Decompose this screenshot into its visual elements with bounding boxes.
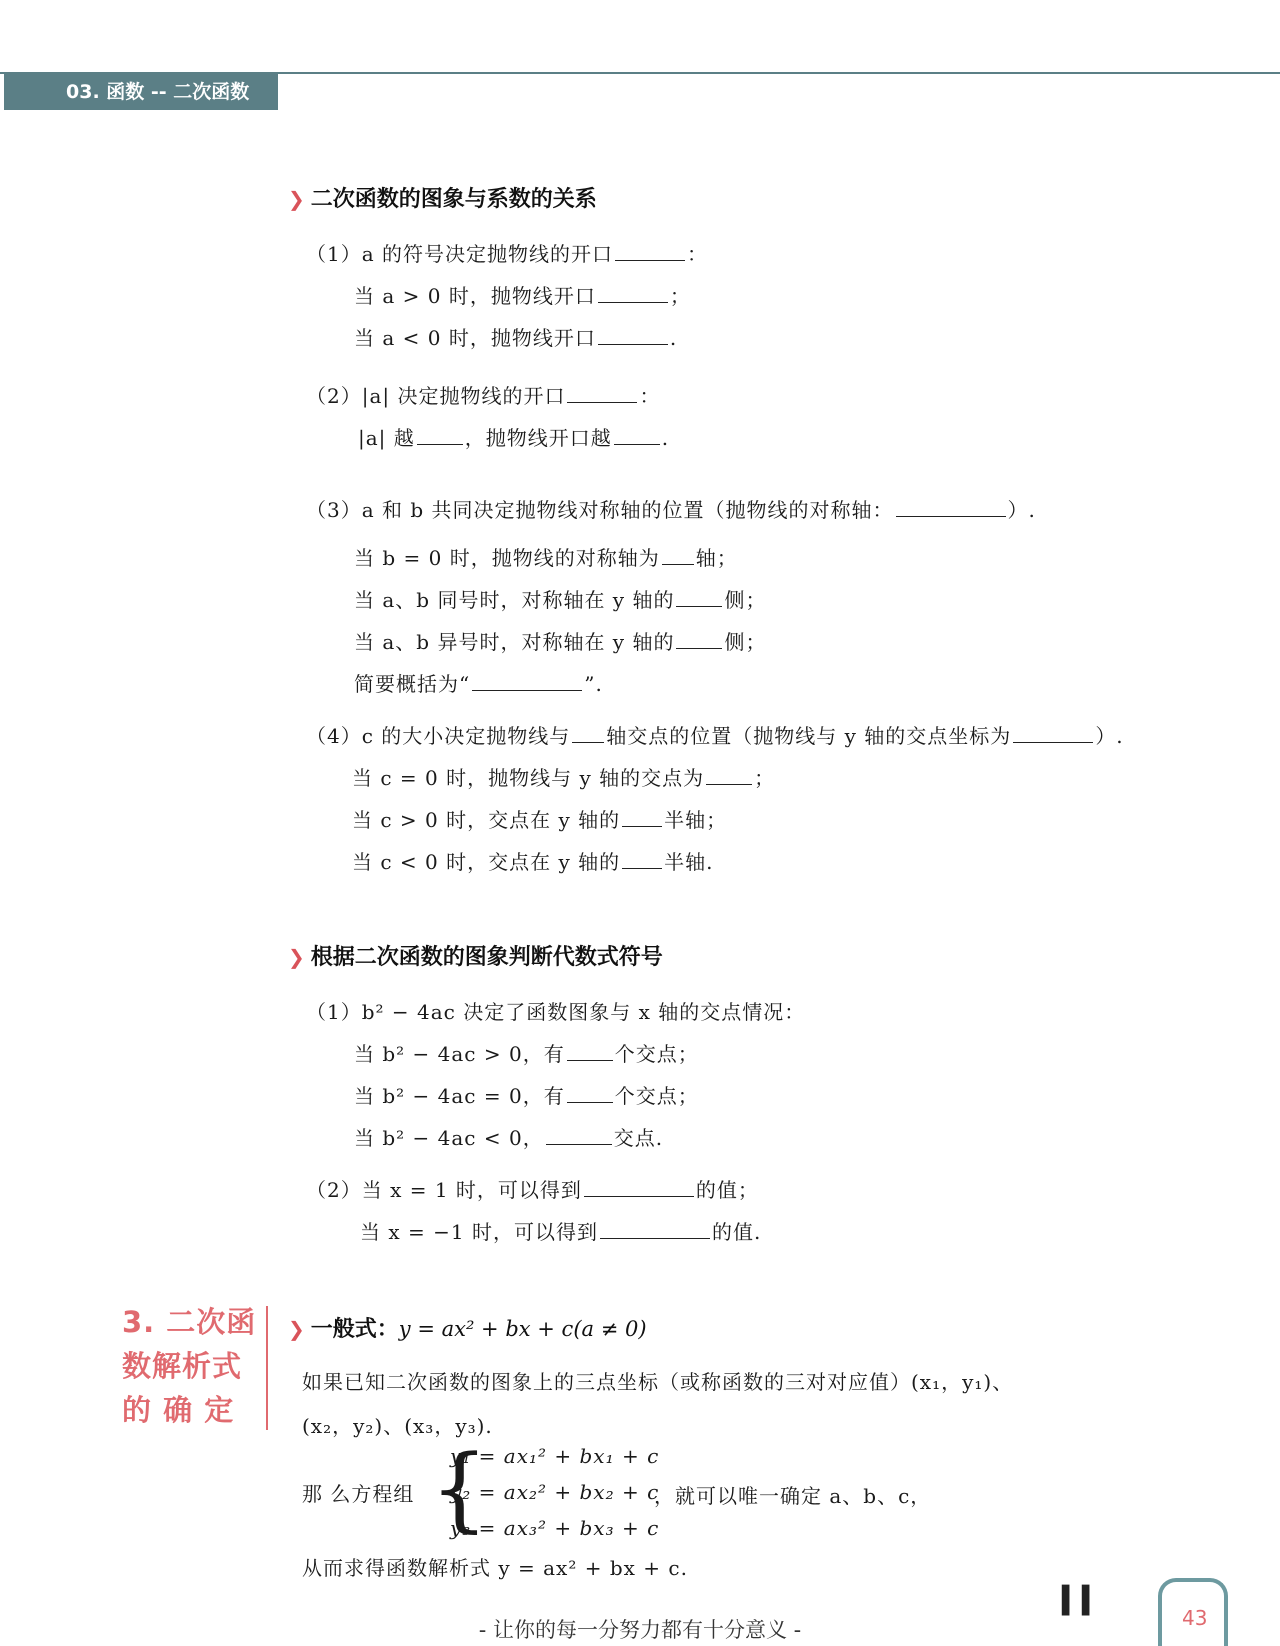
text: ： — [687, 242, 709, 266]
text: （1）a 的符号决定抛物线的开口 — [306, 242, 614, 266]
text: 当 c < 0 时，交点在 y 轴的 — [352, 850, 621, 874]
blank — [417, 424, 463, 445]
brace-symbol: { — [430, 1435, 489, 1542]
text: ； — [754, 766, 776, 790]
text-line — [352, 804, 727, 833]
text: 当 a > 0 时，抛物线开口 — [354, 284, 596, 308]
text-line — [358, 422, 669, 451]
text: ）. — [1095, 724, 1124, 748]
side-divider — [266, 1306, 268, 1430]
text-line — [352, 846, 714, 875]
text-line — [306, 1174, 759, 1203]
blank — [598, 282, 668, 303]
text: 交点. — [613, 1126, 664, 1150]
text: 如果已知二次函数的图象上的三点坐标（或称函数的三对对应值）(x₁，y₁)、 — [302, 1370, 1014, 1394]
text: 从而求得函数解析式 y = ax² + bx + c. — [302, 1556, 688, 1580]
text: 简要概括为“ — [354, 672, 471, 696]
text-line — [354, 322, 677, 351]
text-line — [306, 380, 660, 409]
blank — [567, 1082, 613, 1103]
text: 半轴. — [664, 850, 714, 874]
system-after: ，就可以唯一确定 a、b、c， — [654, 1484, 932, 1508]
blank — [622, 806, 662, 827]
section-title-sign — [288, 940, 663, 971]
text: ”. — [584, 672, 603, 696]
blank — [567, 1040, 613, 1061]
system-label: 那 么方程组 — [302, 1482, 415, 1506]
text: 侧； — [724, 630, 767, 654]
text: 半轴； — [664, 808, 728, 832]
text: 轴交点的位置（抛物线与 y 轴的交点坐标为 — [606, 724, 1012, 748]
text-line — [306, 996, 805, 1025]
text: (x₂，y₂)、(x₃，y₃). — [302, 1414, 493, 1438]
chevron-right-icon: ❯ — [288, 945, 305, 969]
text: 侧； — [724, 588, 767, 612]
chevron-right-icon: ❯ — [288, 187, 305, 211]
footer-slogan: - 让你的每一分努力都有十分意义 - — [478, 1618, 802, 1642]
text: 个交点； — [614, 1084, 699, 1108]
section-title-general — [288, 1312, 647, 1343]
text: （2）|a| 决定抛物线的开口 — [306, 384, 566, 408]
text: 当 b² − 4ac < 0， — [354, 1126, 544, 1150]
section-title-text: 一般式： — [310, 1317, 399, 1342]
blank — [584, 1176, 694, 1197]
blank — [614, 424, 660, 445]
text-line — [306, 494, 1036, 523]
text: 的值； — [695, 1178, 759, 1202]
equation-2: y₂ = ax₂² + bx₂ + c — [450, 1480, 660, 1504]
blank — [662, 544, 694, 565]
blank — [600, 1218, 710, 1239]
text-line — [354, 626, 766, 655]
text: ； — [669, 284, 691, 308]
text-line — [302, 1552, 688, 1581]
text: 个交点； — [614, 1042, 699, 1066]
text: 当 c > 0 时，交点在 y 轴的 — [352, 808, 621, 832]
text: 的值. — [711, 1220, 762, 1244]
text: （4）c 的大小决定抛物线与 — [306, 724, 571, 748]
text-line — [306, 720, 1124, 749]
text: 当 b² − 4ac > 0，有 — [354, 1042, 565, 1066]
blank — [622, 848, 662, 869]
text-line — [354, 542, 738, 571]
equation-3: y₃ = ax₃² + bx₃ + c — [450, 1516, 660, 1540]
text: . — [669, 326, 678, 350]
text: 当 b = 0 时，抛物线的对称轴为 — [354, 546, 660, 570]
section-title-relation — [288, 182, 597, 213]
blank — [598, 324, 668, 345]
text-line — [354, 584, 766, 613]
text: ）. — [1007, 498, 1036, 522]
text-line — [354, 1122, 663, 1151]
chapter-tab: 03. 函数 -- 二次函数 — [4, 74, 278, 110]
blank — [706, 764, 752, 785]
blank — [472, 670, 582, 691]
text-line — [302, 1366, 1013, 1395]
blank — [1013, 722, 1093, 743]
text-line — [360, 1216, 761, 1245]
text: （3）a 和 b 共同决定抛物线对称轴的位置（抛物线的对称轴： — [306, 498, 894, 522]
blank — [572, 722, 604, 743]
chevron-right-icon: ❯ — [288, 1317, 305, 1341]
text-line — [354, 1080, 699, 1109]
blank — [896, 496, 1006, 517]
text: ： — [639, 384, 661, 408]
equation-1: y₁ = ax₁² + bx₁ + c — [450, 1444, 660, 1468]
text: 当 a、b 同号时，对称轴在 y 轴的 — [354, 588, 675, 612]
text: （1）b² − 4ac 决定了函数图象与 x 轴的交点情况： — [306, 1000, 806, 1024]
text-line — [354, 668, 603, 697]
blank — [676, 586, 722, 607]
text: 轴； — [695, 546, 738, 570]
text-line — [354, 1038, 699, 1067]
text: |a| 越 — [358, 426, 415, 450]
text-line — [352, 762, 775, 791]
text: 当 a、b 异号时，对称轴在 y 轴的 — [354, 630, 675, 654]
text: 当 b² − 4ac = 0，有 — [354, 1084, 565, 1108]
bar-icon: ▍▍ — [1062, 1586, 1102, 1616]
section-title-text: 二次函数的图象与系数的关系 — [310, 187, 597, 212]
text-line — [354, 280, 691, 309]
blank — [615, 240, 685, 261]
text: 当 x = −1 时，可以得到 — [360, 1220, 598, 1244]
page-number-badge — [1158, 1578, 1228, 1646]
text: 当 a < 0 时，抛物线开口 — [354, 326, 596, 350]
blank — [676, 628, 722, 649]
general-formula: y = ax² + bx + c(a ≠ 0) — [398, 1317, 647, 1341]
section-title-text: 根据二次函数的图象判断代数式符号 — [310, 945, 663, 970]
blank — [546, 1124, 612, 1145]
side-title: 3. 二次函数解析式的 确 定 — [122, 1305, 257, 1427]
text: ，抛物线开口越 — [464, 426, 612, 450]
blank — [567, 382, 637, 403]
text: . — [661, 426, 670, 450]
page-number: 43 — [1182, 1606, 1208, 1630]
text: （2）当 x = 1 时，可以得到 — [306, 1178, 582, 1202]
text-line — [306, 238, 708, 267]
text: 当 c = 0 时，抛物线与 y 轴的交点为 — [352, 766, 705, 790]
